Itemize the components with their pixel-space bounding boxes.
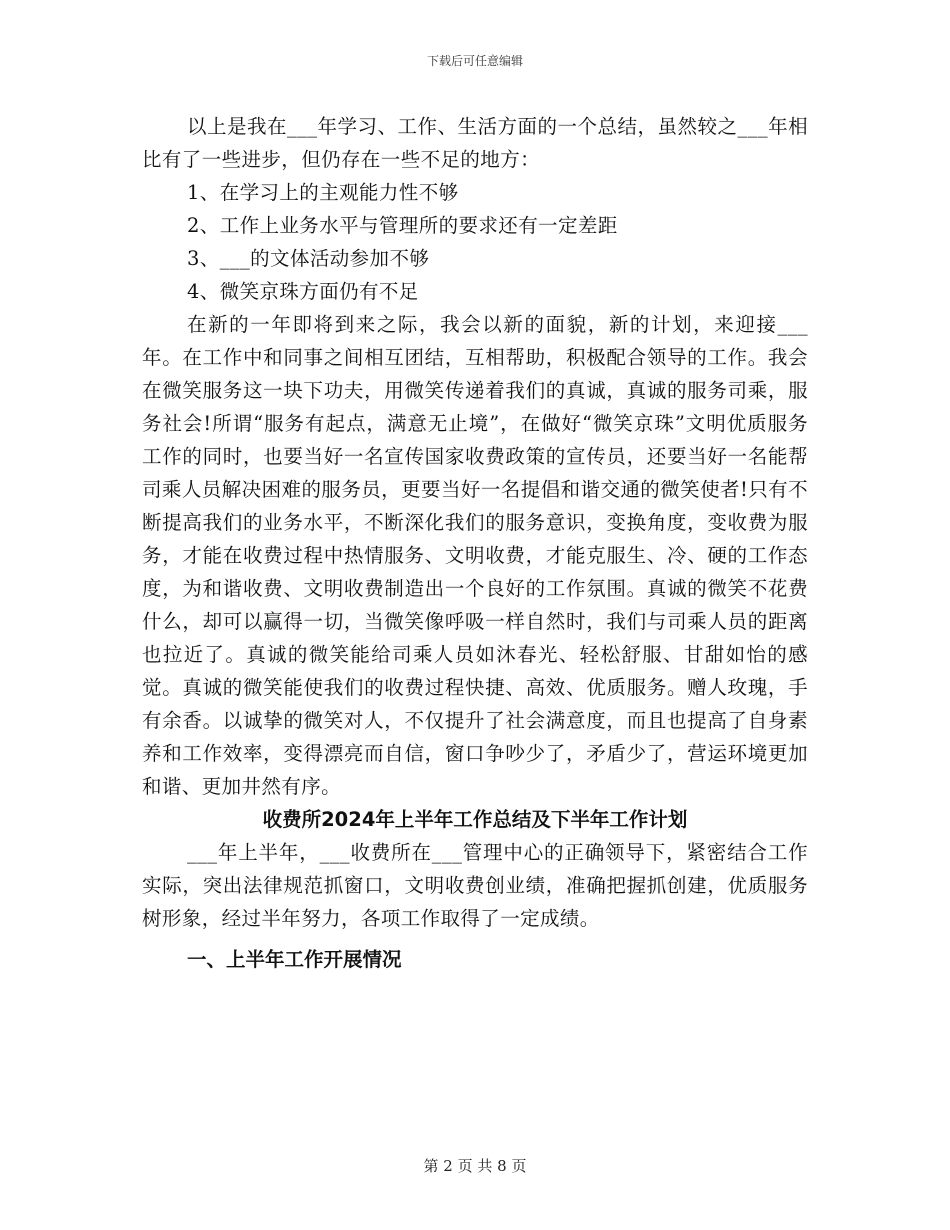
section-heading: 一、上半年工作开展情况	[187, 948, 402, 971]
list-item: 4、微笑京珠方面仍有不足	[187, 280, 419, 303]
intro-paragraph: 以上是我在___年学习、工作、生活方面的一个总结，虽然较之___年相比有了一些进步，但仍存在一些不足的地方：	[142, 115, 808, 171]
section-title: 收费所2024年上半年工作总结及下半年工作计划	[262, 808, 688, 831]
list-item: 1、在学习上的主观能力性不够	[187, 181, 459, 204]
page-footer: 第 2 页 共 8 页	[423, 1157, 527, 1175]
page-header: 下载后可任意编辑	[426, 54, 523, 68]
summary-paragraph: ___年上半年，___收费所在___管理中心的正确领导下，紧密结合工作实际，突出法律规范抓窗口，文明收费创业绩，准确把握抓创建，优质服务树形象，经过半年努力，各项工作取得了一定成绩。	[142, 841, 808, 930]
list-item: 3、___的文体活动参加不够	[187, 247, 430, 270]
main-paragraph: 在新的一年即将到来之际，我会以新的面貌，新的计划，来迎接___年。在工作中和同事之间相互团结，互相帮助，积极配合领导的工作。我会在微笑服务这一块下功夫，用微笑传递着我们的真诚，真诚的服务司乘，服务社会!所谓“服务有起点，满意无止境”，在做好“微笑京珠”文明优质服务工作的同时，也要当好一名宣传国家收费政策的宣传员，还要当好一名能帮司乘人员解决困难的服务员，更要当好一名提倡和谐交通的微笑使者!只有不断提高我们的业务水平，不断深化我们的服务意识，变换角度，变收费为服务，才能在收费过程中热情服务、文明收费，才能克服生、冷、硬的工作态度，为和谐收费、文明收费制造出一个良好的工作氛围。真诚的微笑不花费什么，却可以赢得一切，当微笑像呼吸一样自然时，我们与司乘人员的距离也拉近了。真诚的微笑能给司乘人员如沐春光、轻松舒服、甘甜如怡的感觉。真诚的微笑能使我们的收费过程快捷、高效、优质服务。赠人玫瑰，手有余香。以诚挚的微笑对人，不仅提升了社会满意度，而且也提高了自身素养和工作效率，变得漂亮而自信，窗口争吵少了，矛盾少了，营运环境更加和谐、更加井然有序。	[142, 313, 808, 798]
document-body	[142, 110, 808, 996]
list-item: 2、工作上业务水平与管理所的要求还有一定差距	[187, 214, 618, 237]
